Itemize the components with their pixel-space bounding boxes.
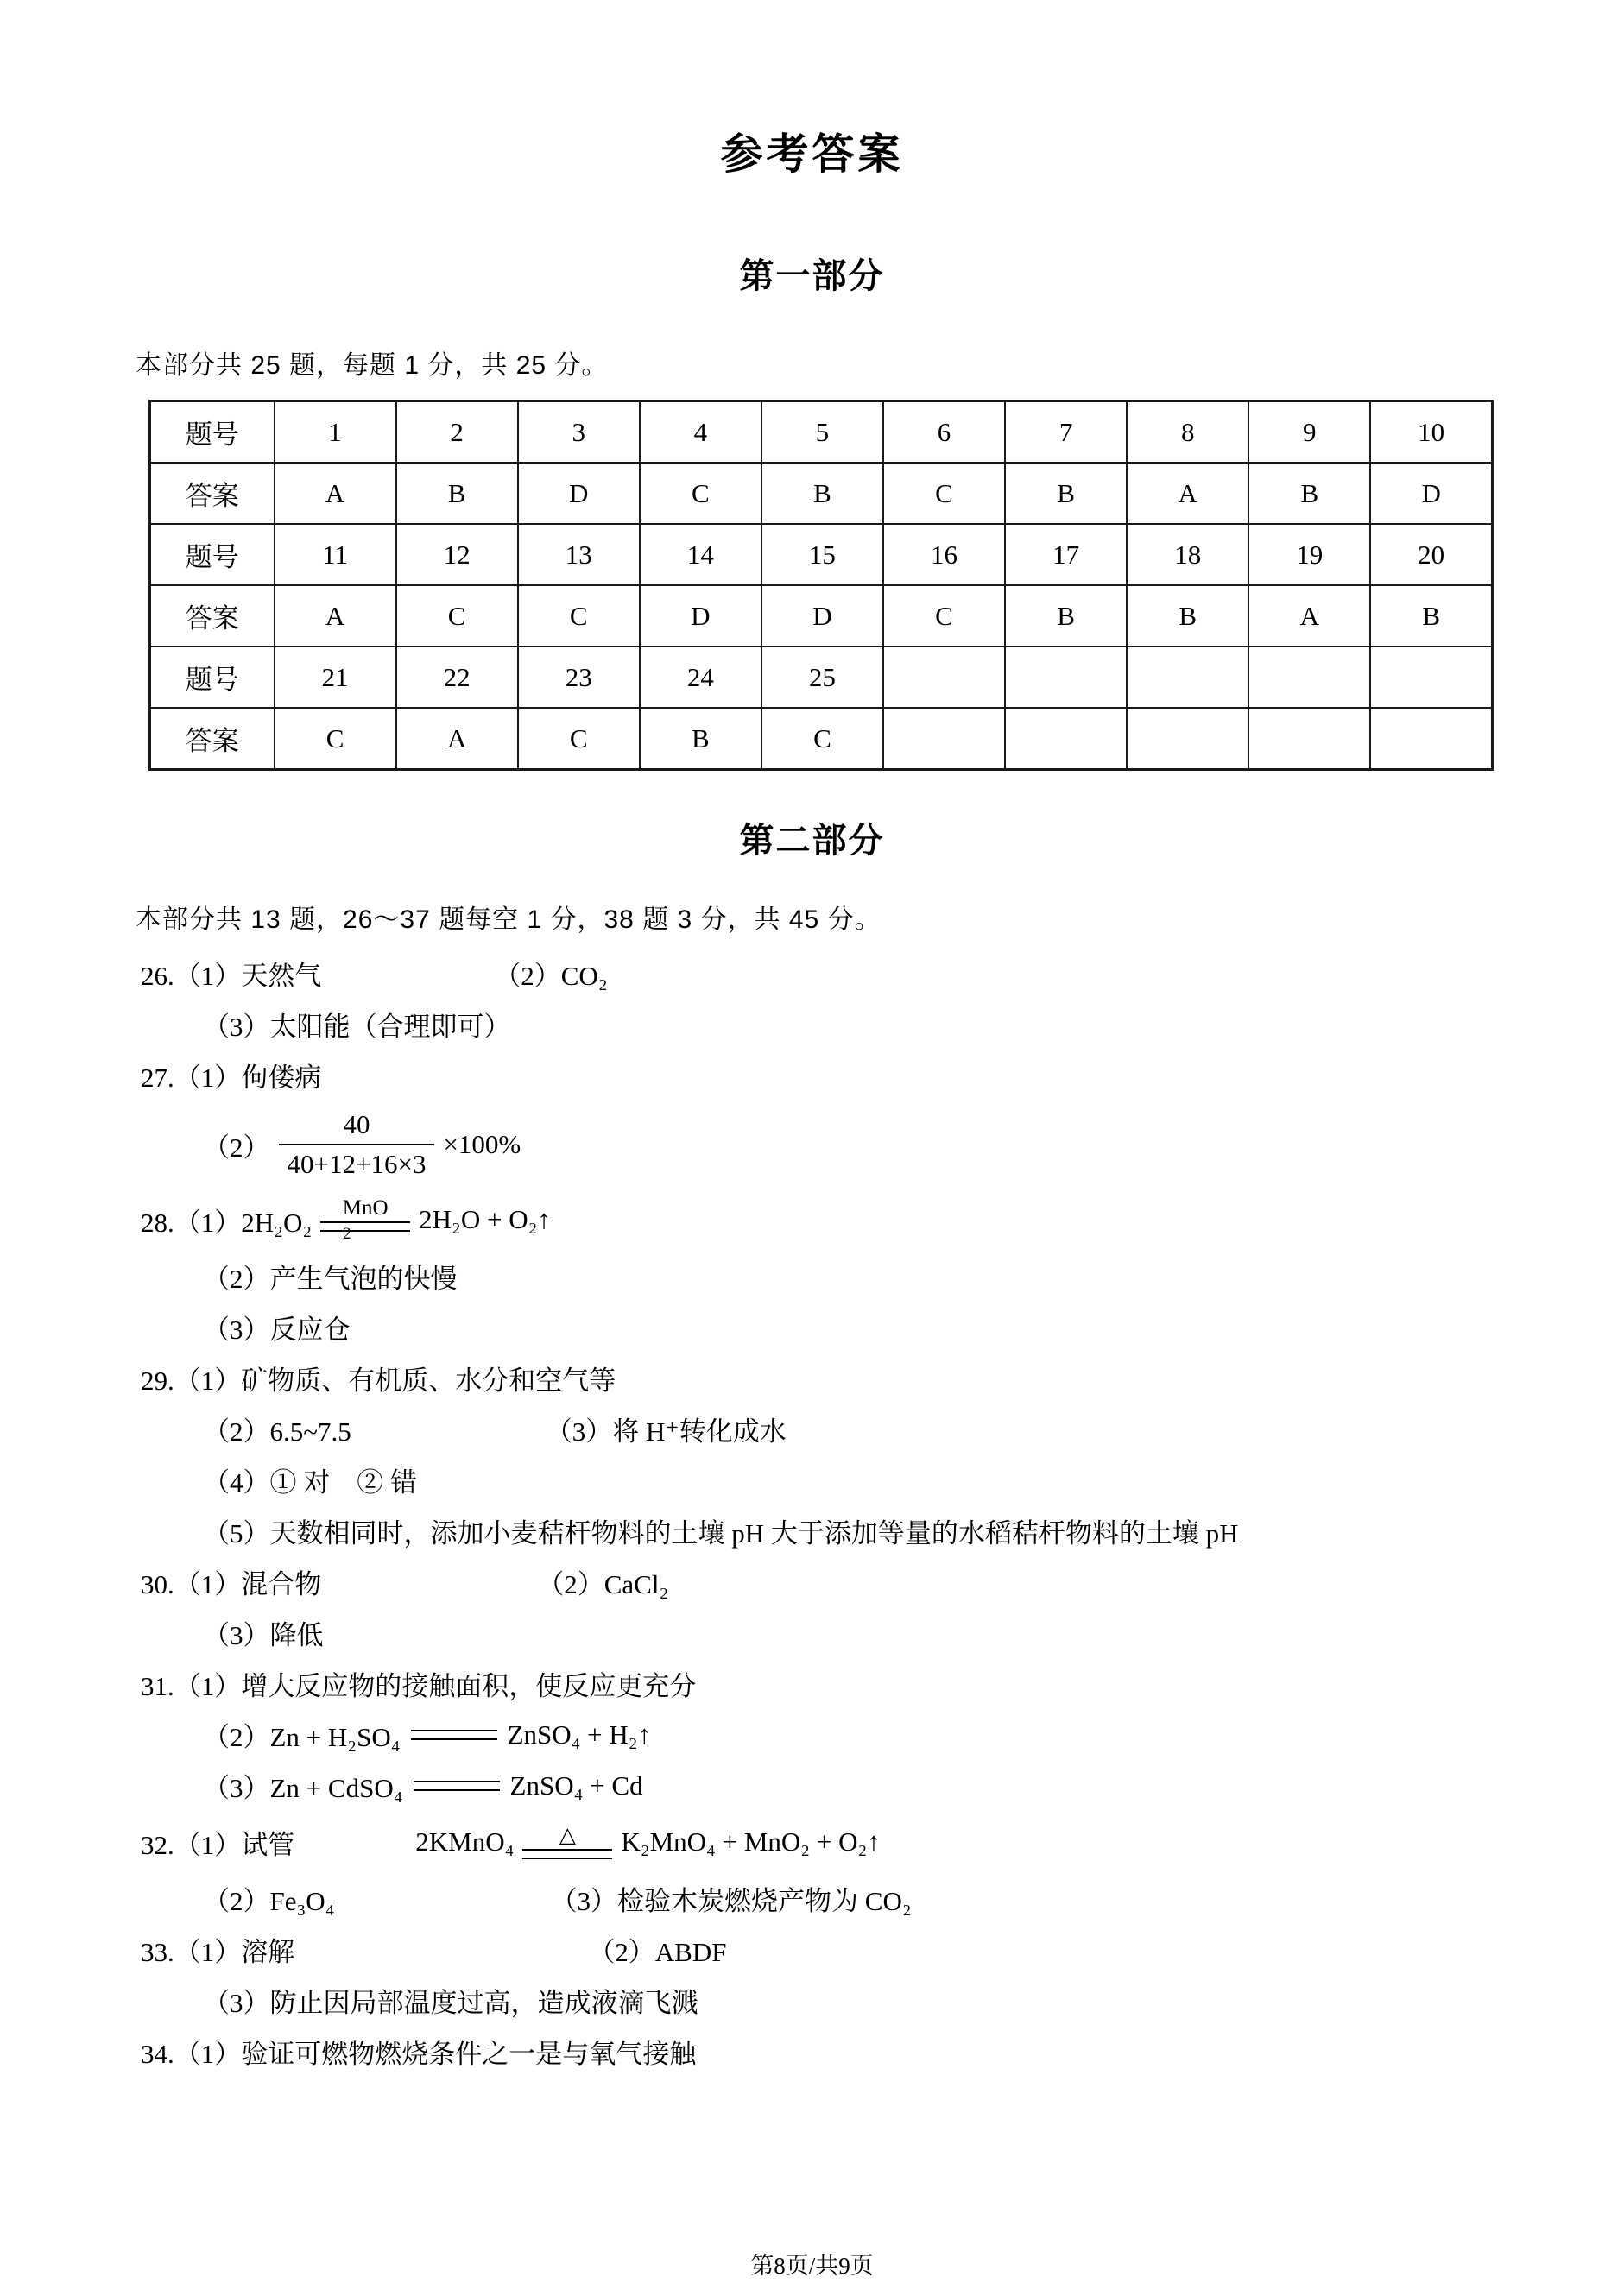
answer-cell — [1248, 708, 1370, 770]
answer-text: 31.（1）增大反应物的接触面积，使反应更充分 — [141, 1671, 697, 1701]
question-number-cell: 9 — [1248, 401, 1370, 464]
question-number-cell: 14 — [640, 524, 761, 585]
answer-text: 32.（1）试管 — [141, 1829, 295, 1860]
question-number-cell: 20 — [1370, 524, 1492, 585]
question-number-cell — [1370, 647, 1492, 708]
question-number-cell: 23 — [518, 647, 640, 708]
answer-line — [141, 1873, 1591, 1924]
answer-cell: C — [761, 708, 883, 770]
row-label-cell: 题号 — [150, 524, 275, 585]
page-footer: 第8页/共9页 — [750, 2253, 874, 2279]
question-number-cell: 16 — [883, 524, 1005, 585]
question-number-cell: 25 — [761, 647, 883, 708]
tab-gap — [294, 1842, 415, 1843]
table-row — [150, 463, 1493, 524]
answer-line — [141, 2026, 1591, 2077]
answer-cell: B — [396, 463, 518, 524]
answer-line — [141, 1251, 1591, 1302]
question-number-cell — [1005, 647, 1127, 708]
answer-cell: B — [1248, 463, 1370, 524]
question-number-cell — [1248, 647, 1370, 708]
row-label-cell: 题号 — [150, 401, 275, 464]
answer-text: ZnSO₄ + H₂↑ — [507, 1719, 652, 1750]
reaction-condition-equals — [320, 1197, 410, 1242]
answer-cell: C — [883, 585, 1005, 647]
answer-text: （3）降低 — [203, 1620, 324, 1650]
answer-cell: B — [1005, 585, 1127, 647]
fraction-numerator: 40 — [343, 1109, 370, 1139]
question-number-cell: 21 — [275, 647, 396, 708]
question-number-cell: 22 — [396, 647, 518, 708]
answer-line — [141, 1924, 1591, 1975]
question-number-cell: 6 — [883, 401, 1005, 464]
answer-line — [141, 1556, 1591, 1607]
answer-text: （3）反应仓 — [203, 1315, 351, 1345]
answer-cell: D — [518, 463, 640, 524]
answer-line — [141, 1050, 1591, 1101]
answer-line — [141, 1302, 1591, 1353]
answer-cell — [1127, 708, 1248, 770]
condition-label: △ — [559, 1823, 577, 1847]
answer-text: （5）天数相同时，添加小麦秸杆物料的土壤 pH 大于添加等量的水稻秸杆物料的土壤 pH — [203, 1518, 1239, 1549]
answer-cell — [1370, 708, 1492, 770]
answer-text: 2KMnO₄ — [415, 1826, 515, 1857]
question-number-cell — [1127, 647, 1248, 708]
question-number-cell: 15 — [761, 524, 883, 585]
answer-cell: A — [396, 708, 518, 770]
answer-line — [141, 1760, 1591, 1811]
question-number-cell: 13 — [518, 524, 640, 585]
answer-line — [141, 999, 1591, 1050]
answer-text: （2）Zn + H₂SO₄ — [203, 1722, 401, 1752]
answer-text: K₂MnO₄ + MnO₂ + O₂↑ — [621, 1826, 881, 1857]
part2-heading: 第二部分 — [739, 822, 885, 860]
answer-text: （3）Zn + CdSO₄ — [203, 1773, 403, 1803]
answer-text: 30.（1）混合物 — [141, 1569, 322, 1599]
answer-text: （3）太阳能（合理即可） — [203, 1012, 511, 1042]
row-label-cell: 答案 — [150, 585, 275, 647]
question-number-cell: 24 — [640, 647, 761, 708]
table-row — [150, 647, 1493, 708]
answer-cell: A — [275, 463, 396, 524]
row-label-cell: 题号 — [150, 647, 275, 708]
row-label-cell: 答案 — [150, 463, 275, 524]
answer-cell: C — [518, 708, 640, 770]
answer-cell: A — [1248, 585, 1370, 647]
answer-cell: C — [640, 463, 761, 524]
answer-cell: A — [1127, 463, 1248, 524]
answer-cell: B — [640, 708, 761, 770]
answer-text: 28.（1）2H₂O₂ — [141, 1207, 313, 1238]
answer-table-body — [150, 401, 1493, 770]
question-number-cell — [883, 647, 1005, 708]
question-number-cell: 11 — [275, 524, 396, 585]
answer-text: （3）将 H⁺转化成水 — [545, 1416, 787, 1447]
answer-line — [141, 1353, 1591, 1403]
answer-text: （4）① 对 ② 错 — [203, 1467, 417, 1498]
part2-intro: 本部分共 13 题，26～37 题每空 1 分，38 题 3 分，共 45 分。 — [136, 905, 882, 934]
double-equals-sign — [522, 1849, 612, 1859]
table-row — [150, 585, 1493, 647]
answer-text: （3）检验木炭燃烧产物为 CO₂ — [550, 1886, 912, 1916]
answer-cell: C — [883, 463, 1005, 524]
question-number-cell: 17 — [1005, 524, 1127, 585]
answer-text: （2）6.5~7.5 — [203, 1416, 351, 1447]
question-number-cell: 2 — [396, 401, 518, 464]
answer-text: 2H₂O + O₂↑ — [419, 1204, 551, 1234]
answer-text: （2）产生气泡的快慢 — [203, 1264, 458, 1294]
answer-text: 29.（1）矿物质、有机质、水分和空气等 — [141, 1366, 616, 1396]
answer-text: 26.（1）天然气 — [141, 961, 322, 991]
row-label-cell: 答案 — [150, 708, 275, 770]
answer-text: （2）CO₂ — [494, 961, 608, 991]
answer-cell — [1005, 708, 1127, 770]
answer-text: 33.（1）溶解 — [141, 1937, 295, 1967]
answer-text: （3）防止因局部温度过高，造成液滴飞溅 — [203, 1988, 698, 2018]
tab-gap — [321, 973, 494, 974]
answer-text: ×100% — [443, 1129, 521, 1159]
answer-line — [141, 948, 1591, 999]
answer-text: ZnSO₄ + Cd — [509, 1769, 643, 1801]
part1-heading: 第一部分 — [739, 257, 885, 295]
double-equals-sign — [320, 1221, 410, 1232]
question-number-cell: 1 — [275, 401, 396, 464]
answer-cell: D — [1370, 463, 1492, 524]
table-row — [150, 524, 1493, 585]
answer-line — [141, 1505, 1591, 1556]
answer-text: （2）ABDF — [588, 1937, 727, 1967]
answer-cell: A — [275, 585, 396, 647]
page-title: 参考答案 — [720, 131, 904, 178]
answer-line — [141, 1403, 1591, 1454]
condition-label: MnO — [342, 1195, 389, 1220]
answer-line — [141, 1975, 1591, 2026]
question-number-cell: 19 — [1248, 524, 1370, 585]
answer-text: 34.（1）验证可燃物燃烧条件之一是与氧气接触 — [141, 2039, 697, 2069]
answer-line — [141, 1454, 1591, 1505]
table-row — [150, 708, 1493, 770]
answer-cell: C — [275, 708, 396, 770]
answer-text: （2）CaCl₂ — [537, 1569, 669, 1599]
answer-cell: D — [761, 585, 883, 647]
answer-cell: C — [396, 585, 518, 647]
answer-cell: D — [640, 585, 761, 647]
answer-line — [141, 1709, 1591, 1760]
question-number-cell: 7 — [1005, 401, 1127, 464]
fraction — [279, 1109, 435, 1180]
tab-gap — [321, 1581, 537, 1582]
question-number-cell: 4 — [640, 401, 761, 464]
reaction-condition-equals — [522, 1825, 612, 1859]
table-row — [150, 401, 1493, 464]
double-equals-sign — [411, 1730, 497, 1740]
question-number-cell: 5 — [761, 401, 883, 464]
question-number-cell: 18 — [1127, 524, 1248, 585]
part2-answers-list — [141, 948, 1591, 2077]
part1-intro: 本部分共 25 题，每题 1 分，共 25 分。 — [136, 351, 609, 380]
tab-gap — [335, 1898, 551, 1899]
answer-text: 27.（1）佝偻病 — [141, 1063, 322, 1093]
answer-cell: B — [761, 463, 883, 524]
answer-cell: B — [1005, 463, 1127, 524]
question-number-cell: 10 — [1370, 401, 1492, 464]
fraction-denominator: 40+12+16×3 — [279, 1144, 435, 1180]
answer-line — [141, 1811, 1591, 1873]
question-number-cell: 12 — [396, 524, 518, 585]
answer-line — [141, 1658, 1591, 1709]
question-number-cell: 3 — [518, 401, 640, 464]
answer-cell: C — [518, 585, 640, 647]
answer-text: （2） — [203, 1132, 270, 1163]
condition-label-subscript: 2 — [343, 1225, 351, 1244]
multiple-choice-answer-table — [148, 400, 1494, 771]
answer-line — [141, 1607, 1591, 1658]
answer-cell — [883, 708, 1005, 770]
question-number-cell: 8 — [1127, 401, 1248, 464]
answer-line — [141, 1189, 1591, 1251]
answer-line — [141, 1101, 1591, 1189]
answer-cell: B — [1127, 585, 1248, 647]
double-equals-sign — [414, 1781, 500, 1791]
tab-gap — [294, 1949, 588, 1950]
answer-cell: B — [1370, 585, 1492, 647]
answer-text: （2）Fe₃O₄ — [203, 1886, 335, 1916]
